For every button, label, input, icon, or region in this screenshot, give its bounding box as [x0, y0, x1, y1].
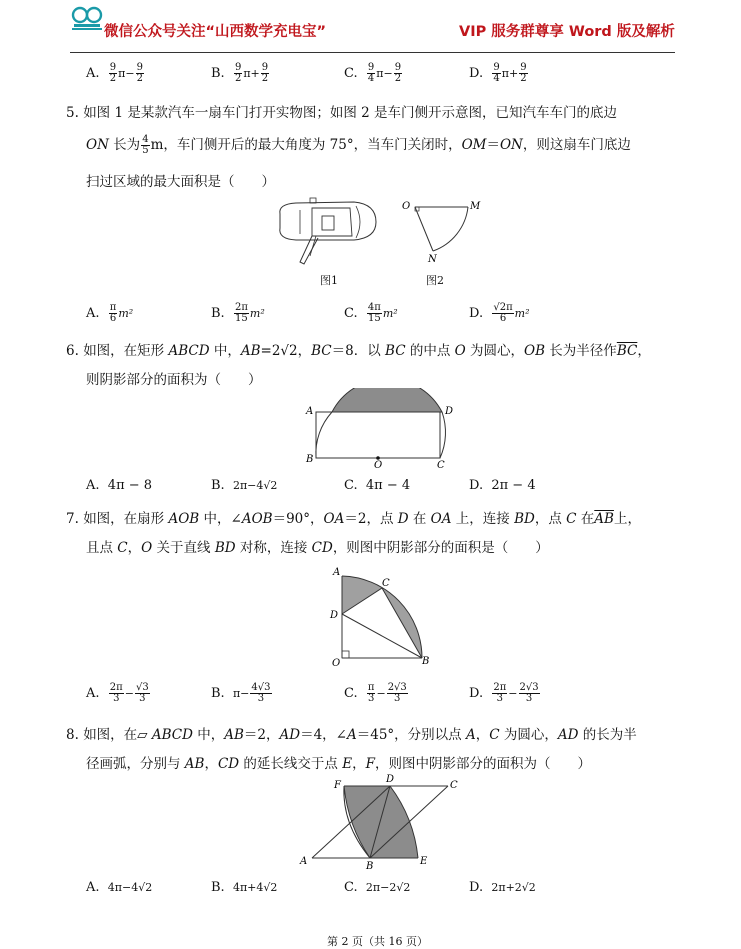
q7-option-b: B. π− $\frac{4√3}{3}$	[211, 682, 271, 704]
q8-line1: 8. 如图，在▱ ABCD 中，AB＝2，AD＝4，∠A＝45°，分别以点 A，C 为圆心，AD 的长为半	[66, 727, 637, 743]
q8-option-b: B. 4π+4√2	[211, 880, 278, 895]
brand-logo-icon	[70, 6, 104, 32]
q4-option-b: B. $\frac{9}{2}$ π+ $\frac{9}{2}$	[211, 62, 269, 84]
q6-option-b: B. 2π−4√2	[211, 478, 278, 493]
q4-option-c: C. $\frac{9}{4}$ π− $\frac{9}{2}$	[344, 62, 402, 84]
q5-option-b: B. $\frac{2\pi}{15}$ m²	[211, 302, 265, 324]
header-right-text: VIP 服务群尊享 Word 版及解析	[459, 24, 675, 40]
q8-label-b: B	[366, 861, 374, 870]
q5-line1: 5. 如图 1 是某款汽车一扇车门打开实物图；如图 2 是车门侧开示意图，已知汽车车门的底边	[66, 105, 618, 121]
q7-option-c: C. $\frac{\pi}{3}$ − $\frac{2√3}{3}$	[344, 682, 407, 704]
q6-option-c: C. 4π − 4	[344, 478, 411, 493]
q6-label-b: B	[306, 454, 314, 465]
q8-option-a: A. 4π−4√2	[86, 880, 153, 895]
q5-option-a: A. $\frac{\pi}{6}$ m²	[86, 302, 134, 324]
q5-figure2-sector	[398, 196, 488, 268]
q7-option-a: A. $\frac{2\pi}{3}$ − $\frac{√3}{3}$	[86, 682, 149, 704]
q7-line2: 且点 C，O 关于直线 BD 对称，连接 CD，则图中阴影部分的面积是（ ）	[86, 540, 549, 556]
q5-figure1-car	[272, 196, 382, 268]
q5-figure2-caption: 图2	[426, 274, 444, 287]
q7-label-c: C	[382, 578, 390, 589]
q7-figure	[325, 562, 435, 670]
q5-line2: ON 长为 $\frac{4}{5}$ m，车门侧开后的最大角度为 75°，当车门关闭时，OM＝ON，则这扇车门底边	[86, 134, 631, 156]
q5-label-n: N	[428, 254, 437, 265]
q8-label-d: D	[386, 774, 395, 785]
q5-label-o: O	[402, 201, 411, 212]
q6-line2: 则阴影部分的面积为（ ）	[86, 372, 262, 388]
q5-option-d: D. $\frac{√2\pi}{6}$ m²	[469, 302, 530, 324]
q7-label-b: B	[422, 656, 430, 667]
q7-label-a: A	[333, 567, 341, 578]
q4-option-d: D. $\frac{9}{4}$ π+ $\frac{9}{2}$	[469, 62, 527, 84]
q8-figure	[296, 774, 466, 870]
q6-line1: 6. 如图，在矩形 ABCD 中，AB=2√2，BC＝8．以 BC 的中点 O 为圆心，OB 长为半径作$\overline{BC}$，	[66, 343, 651, 359]
page-footer: 第 2 页（共 16 页）	[327, 935, 428, 948]
q5-line3: 扫过区域的最大面积是（ ）	[86, 174, 275, 190]
q8-option-c: C. 2π−2√2	[344, 880, 411, 895]
q6-label-a: A	[306, 406, 314, 417]
q6-label-c: C	[437, 460, 445, 470]
q7-line1: 7. 如图，在扇形 AOB 中，∠AOB＝90°，OA＝2，点 D 在 OA 上，连接 BD，点 C 在$\overline{AB}$上，	[66, 511, 641, 527]
q8-label-e: E	[420, 856, 428, 867]
q8-option-d: D. 2π+2√2	[469, 880, 536, 895]
q8-label-a: A	[300, 856, 308, 867]
q6-option-a: A. 4π − 8	[86, 478, 153, 493]
q6-option-d: D. 2π − 4	[469, 478, 536, 493]
q8-line2: 径画弧，分别与 AB，CD 的延长线交于点 E，F，则图中阴影部分的面积为（ ）	[86, 756, 591, 772]
q7-option-d: D. $\frac{2\pi}{3}$ − $\frac{2√3}{3}$	[469, 682, 539, 704]
q7-label-o: O	[332, 658, 341, 669]
q4-option-a: A. $\frac{9}{2}$ π− $\frac{9}{2}$	[86, 62, 143, 84]
q6-figure	[300, 388, 460, 470]
q6-label-o: O	[374, 460, 383, 470]
q8-label-c: C	[450, 780, 458, 791]
q5-figure1-caption: 图1	[320, 274, 338, 287]
header-left-text: 微信公众号关注“山西数学充电宝”	[104, 24, 327, 40]
q6-label-d: D	[445, 406, 454, 417]
q5-label-m: M	[470, 201, 481, 212]
header-divider	[70, 52, 675, 53]
q7-label-d: D	[330, 610, 339, 621]
q5-option-c: C. $\frac{4\pi}{15}$ m²	[344, 302, 398, 324]
q8-label-f: F	[334, 780, 341, 791]
